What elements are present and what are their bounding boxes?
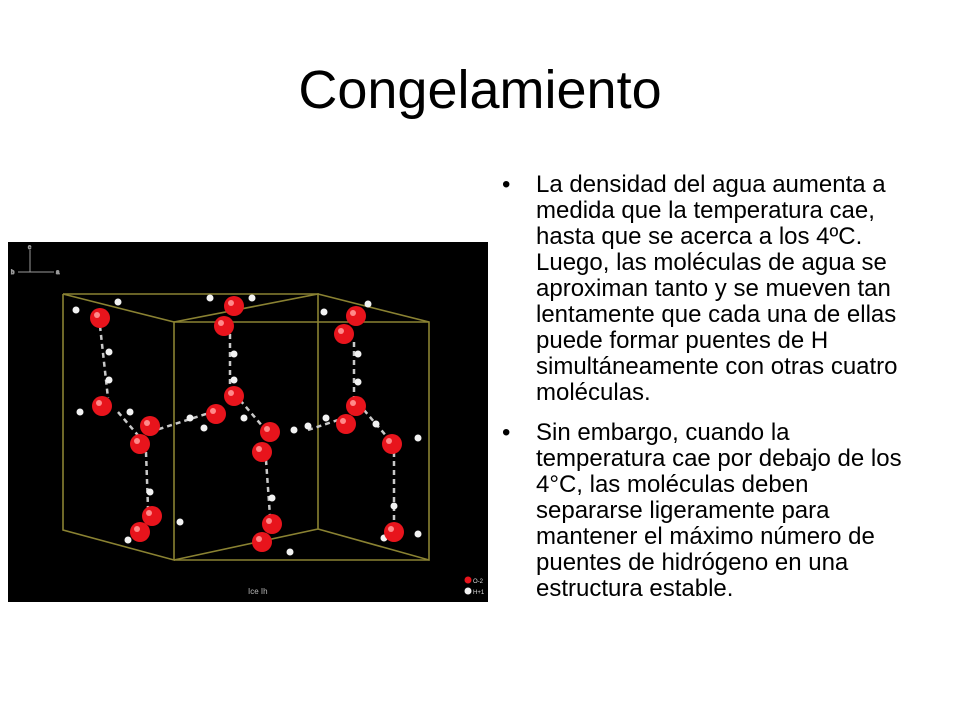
oxygen-highlight — [144, 420, 150, 426]
oxygen-highlight — [338, 328, 344, 334]
hydrogen-atom — [291, 427, 298, 434]
oxygen-atom — [92, 396, 112, 416]
hydrogen-atom — [249, 295, 256, 302]
bullet-item — [498, 420, 918, 602]
oxygen-atom — [252, 442, 272, 462]
hydrogen-atom — [147, 489, 154, 496]
oxygen-highlight — [94, 312, 100, 318]
oxygen-atom — [262, 514, 282, 534]
hydrogen-atom — [415, 531, 422, 538]
oxygen-atom — [334, 324, 354, 344]
oxygen-highlight — [210, 408, 216, 414]
atoms — [73, 295, 422, 556]
oxygen-highlight — [388, 526, 394, 532]
axis-a-label: a — [56, 270, 60, 276]
oxygen-highlight — [134, 438, 140, 444]
hydrogen-atom — [391, 503, 398, 510]
hydrogen-atom — [323, 415, 330, 422]
oxygen-highlight — [218, 320, 224, 326]
oxygen-highlight — [386, 438, 392, 444]
hydrogen-bond — [146, 452, 148, 508]
hydrogen-atom — [106, 349, 113, 356]
oxygen-atom — [224, 386, 244, 406]
hydrogen-atom — [355, 379, 362, 386]
slide-title: Congelamiento — [298, 60, 662, 120]
hydrogen-atom — [365, 301, 372, 308]
figure-caption: Ice Ih — [248, 587, 268, 596]
ice-structure-svg — [8, 242, 488, 602]
hydrogen-atom — [106, 377, 113, 384]
oxygen-highlight — [228, 300, 234, 306]
axis-c-label: c — [28, 245, 31, 251]
hydrogen-atom — [231, 351, 238, 358]
hydrogen-atom — [77, 409, 84, 416]
ice-crystal-figure — [8, 242, 488, 602]
oxygen-highlight — [228, 390, 234, 396]
legend-oxygen-swatch — [465, 577, 472, 584]
hydrogen-atom — [127, 409, 134, 416]
oxygen-atom — [384, 522, 404, 542]
hydrogen-atom — [241, 415, 248, 422]
oxygen-atom — [346, 396, 366, 416]
legend-hydrogen-label: H+1 — [473, 590, 485, 596]
hydrogen-bond — [240, 400, 264, 428]
legend-hydrogen-swatch — [465, 588, 472, 595]
oxygen-atom — [142, 506, 162, 526]
hydrogen-atom — [355, 351, 362, 358]
hydrogen-atom — [321, 309, 328, 316]
oxygen-atom — [214, 316, 234, 336]
oxygen-atom — [346, 306, 366, 326]
hydrogen-atom — [125, 537, 132, 544]
hydrogen-atom — [207, 295, 214, 302]
hydrogen-atom — [287, 549, 294, 556]
hydrogen-bond — [266, 460, 270, 516]
oxygen-highlight — [256, 446, 262, 452]
axis-indicator — [11, 245, 60, 276]
bullet-item — [498, 172, 918, 406]
oxygen-highlight — [146, 510, 152, 516]
figure-legend — [465, 577, 485, 597]
oxygen-highlight — [134, 526, 140, 532]
oxygen-atom — [382, 434, 402, 454]
oxygen-highlight — [264, 426, 270, 432]
hydrogen-atom — [73, 307, 80, 314]
bullet-dot: • — [502, 171, 511, 198]
bullet-list — [498, 172, 918, 616]
axis-b-label: b — [11, 270, 15, 276]
oxygen-atom — [90, 308, 110, 328]
oxygen-highlight — [350, 400, 356, 406]
hydrogen-atom — [269, 495, 276, 502]
bullet-text: Sin embargo, cuando la temperatura cae por debajo de los 4°C, las moléculas deben separarse ligeramente para mantener el máximo número de puentes de hidrógeno en una estructura estable. — [536, 419, 902, 602]
unit-cell-edges — [63, 294, 429, 560]
legend-oxygen-label: O-2 — [473, 579, 484, 585]
hydrogen-atom — [177, 519, 184, 526]
hydrogen-atom — [115, 299, 122, 306]
oxygen-highlight — [256, 536, 262, 542]
hydrogen-atom — [415, 435, 422, 442]
bullet-text: La densidad del agua aumenta a medida que la temperatura cae, hasta que se acerca a los 4ºC. Luego, las moléculas de agua se aproximan tanto y se mueven tan lentamente que cada una de ellas puede formar puentes de H simultáneamente con otras cuatro moléculas. — [536, 171, 898, 406]
oxygen-highlight — [266, 518, 272, 524]
hydrogen-atom — [305, 423, 312, 430]
bullet-dot: • — [502, 419, 511, 446]
oxygen-atom — [336, 414, 356, 434]
oxygen-highlight — [96, 400, 102, 406]
oxygen-atom — [130, 434, 150, 454]
oxygen-atom — [224, 296, 244, 316]
oxygen-highlight — [350, 310, 356, 316]
hydrogen-atom — [201, 425, 208, 432]
hydrogen-atom — [373, 421, 380, 428]
hydrogen-atom — [231, 377, 238, 384]
oxygen-atom — [140, 416, 160, 436]
oxygen-atom — [206, 404, 226, 424]
oxygen-atom — [260, 422, 280, 442]
oxygen-atom — [130, 522, 150, 542]
hydrogen-bond — [100, 326, 108, 398]
hydrogen-atom — [187, 415, 194, 422]
oxygen-atom — [252, 532, 272, 552]
oxygen-highlight — [340, 418, 346, 424]
